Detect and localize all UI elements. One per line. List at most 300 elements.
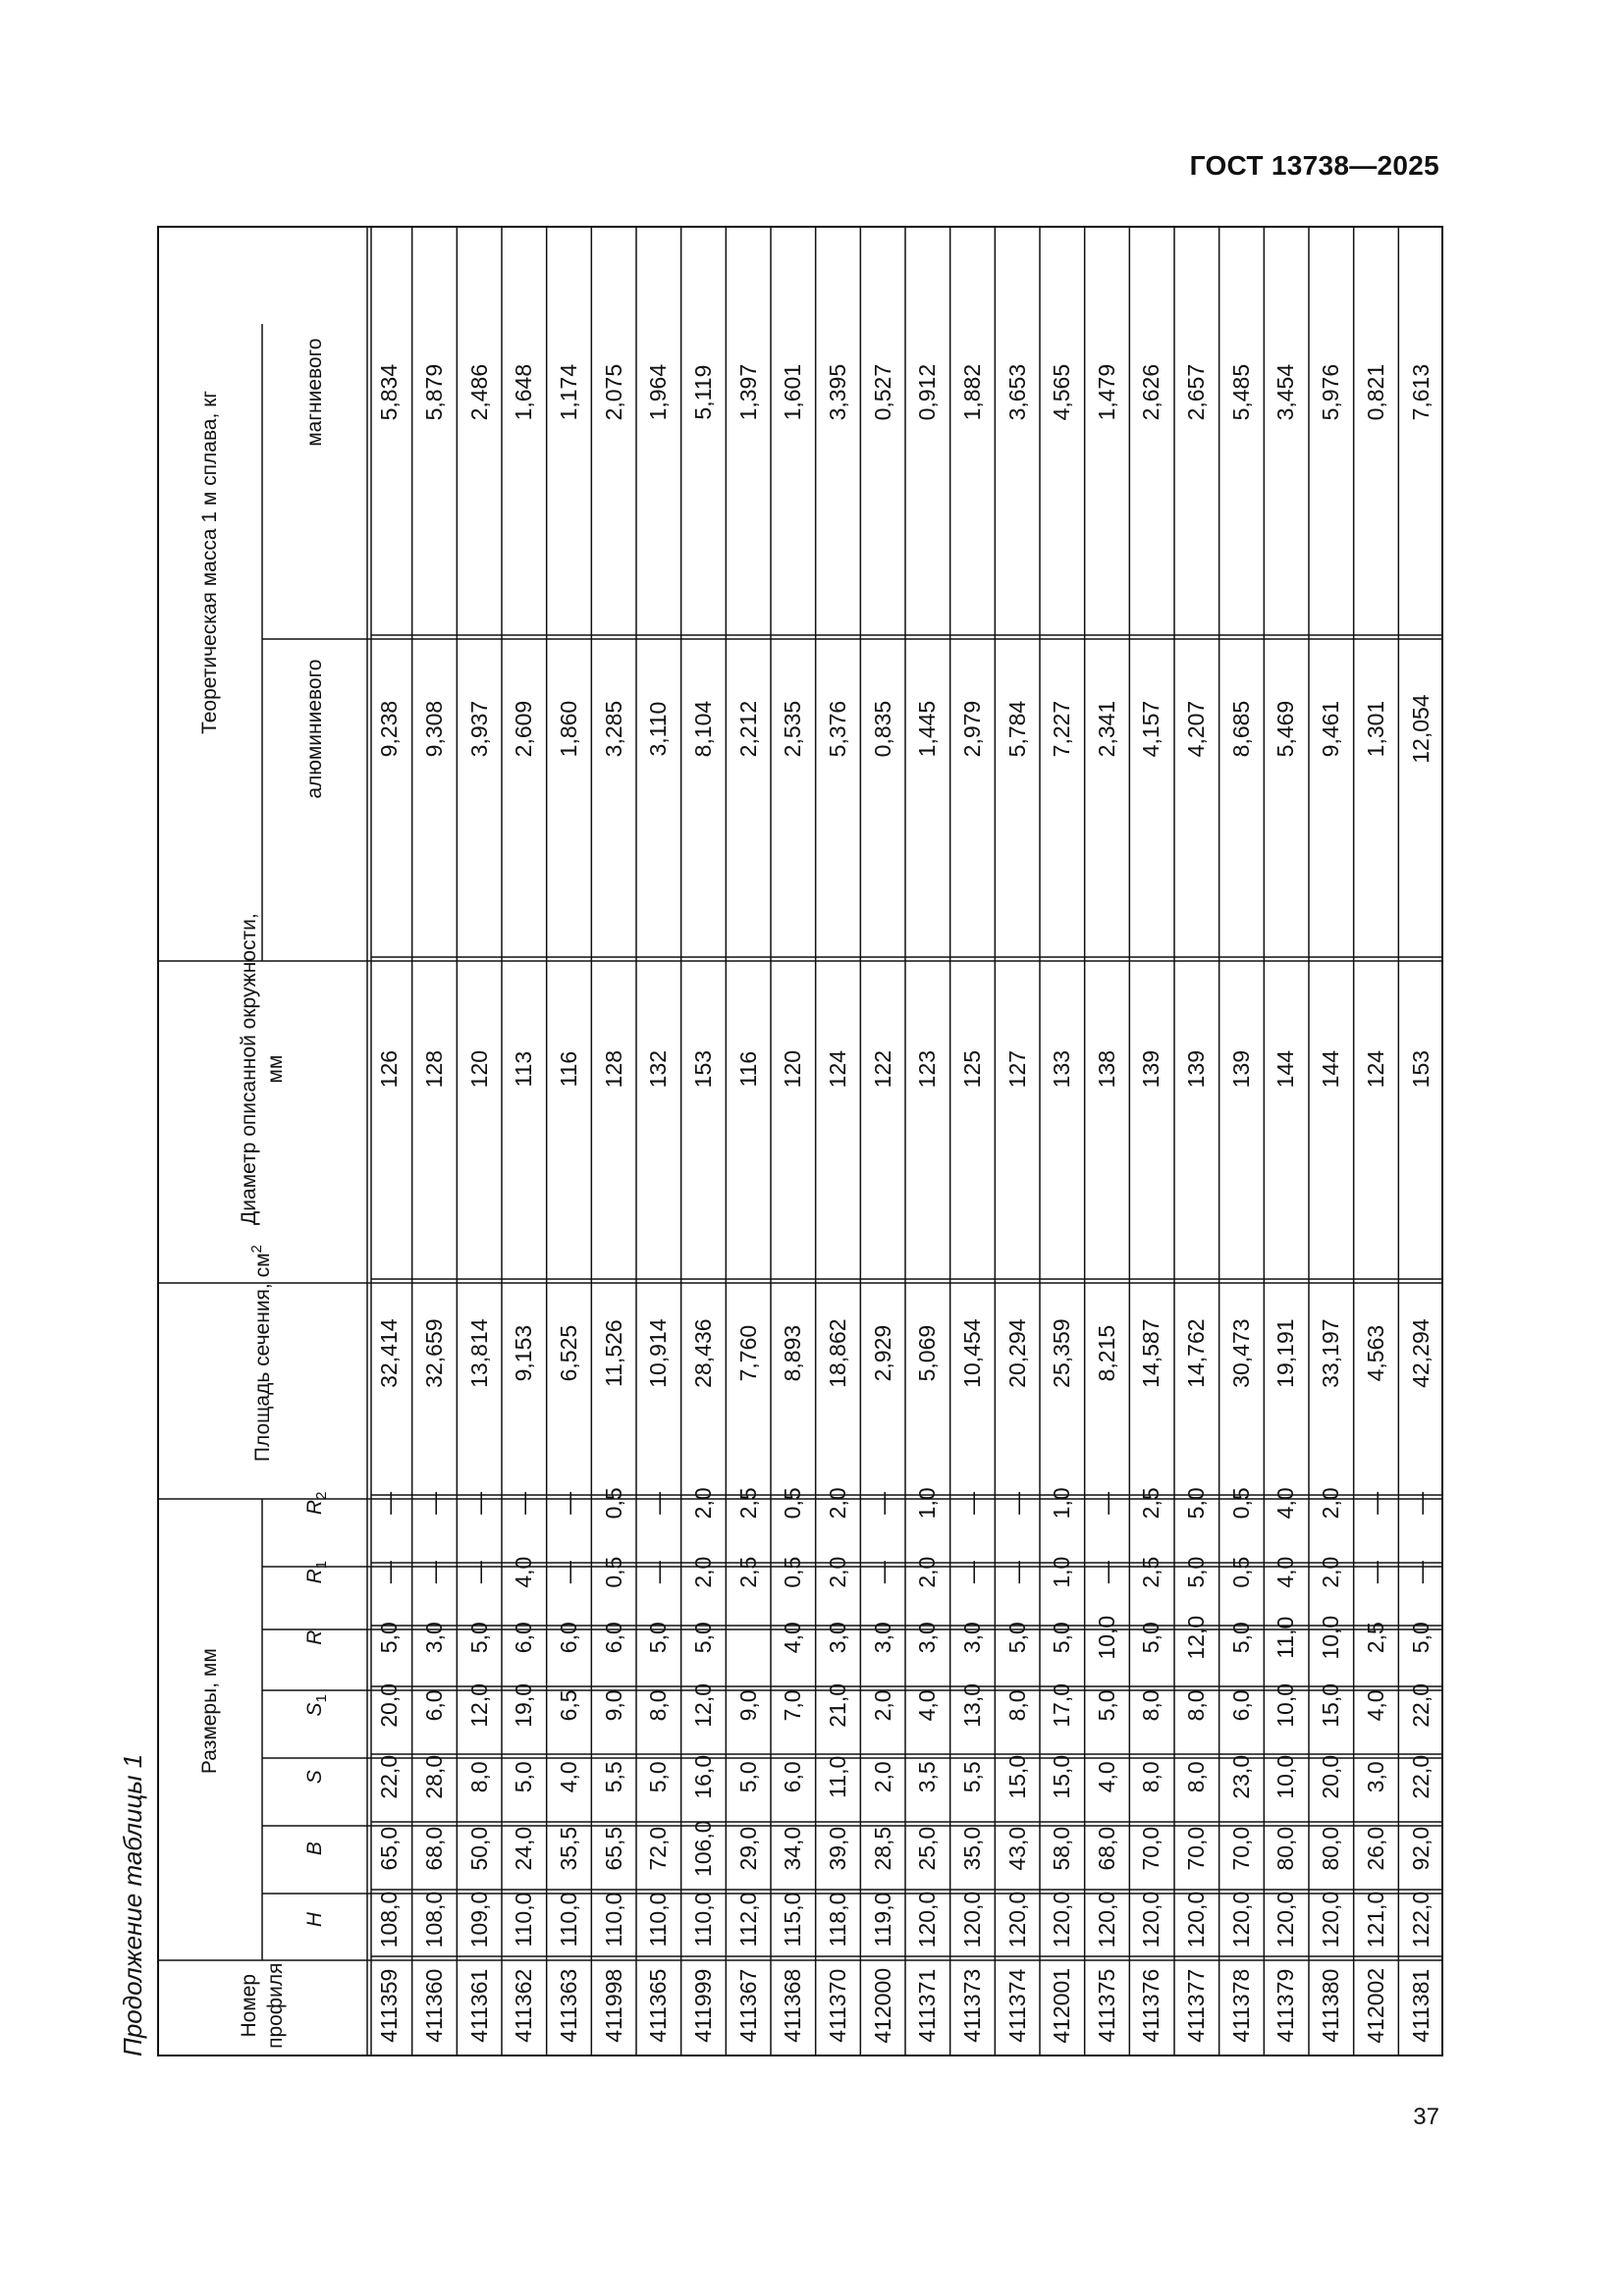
table-cell: 34,0 [780,1826,806,1871]
table-cell: 11,0 [1272,1616,1299,1659]
table-cell: — [511,1491,537,1515]
table-cell: 4,565 [1049,363,1075,421]
table-cell: 4,0 [555,1761,581,1793]
table-cell: 5,485 [1227,363,1254,421]
table-cell: 70,0 [1183,1826,1210,1871]
table-cell: 1,445 [914,700,941,758]
table-cell: 120,0 [1272,1891,1299,1949]
table-cell: 9,238 [376,700,403,758]
table-cell: 12,0 [1183,1615,1210,1660]
table-cell: 411373 [958,1968,985,2043]
table-cell: 138 [1093,1049,1119,1089]
table-cell: 68,0 [1093,1826,1119,1871]
table-cell: 120,0 [1093,1891,1119,1949]
table-cell: 411359 [376,1968,403,2043]
table-cell: 1,0 [1049,1487,1075,1520]
header-profile-number: Номер профиля [238,1962,287,2049]
header-r2-sub: 2 [313,1491,331,1500]
table-cell: 13,814 [465,1318,492,1388]
table-cell: 6,0 [555,1622,581,1654]
table-cell: 0,5 [1227,1487,1254,1520]
table-cell: 32,414 [376,1318,403,1388]
table-cell: 35,5 [555,1826,581,1871]
table-cell: 411381 [1407,1968,1434,2043]
table-cell: 28,5 [869,1826,895,1871]
table-cell: 412000 [869,1967,895,2044]
table-cell: 2,486 [465,363,492,421]
table-cell: 14,762 [1183,1318,1210,1388]
table-cell: 106,0 [689,1820,716,1877]
table-cell: 58,0 [1049,1826,1075,1871]
table-cell: 1,0 [1049,1556,1075,1588]
table-cell: 26,0 [1362,1826,1388,1871]
table-cell: 14,587 [1138,1318,1164,1388]
table-cell: 39,0 [824,1826,850,1871]
table-cell: 5,976 [1318,363,1344,421]
table-cell: 22,0 [1407,1754,1434,1799]
table-cell: 125 [958,1049,985,1089]
header-b: B [303,1842,326,1856]
table-cell: 8,215 [1093,1324,1119,1382]
header-dimensions: Размеры, мм [198,1648,221,1775]
table-cell: 110,0 [645,1892,672,1948]
table-cell: 1,860 [555,700,581,758]
table-cell: 12,0 [689,1683,716,1728]
table-cell: 411367 [734,1968,761,2043]
table-cell: 70,0 [1227,1826,1254,1871]
table-cell: 10,914 [645,1318,672,1388]
table-cell: 3,454 [1272,363,1299,421]
header-aluminum: алюминиевого [303,659,326,799]
header-area-text: Площадь сечения, см [250,1253,274,1463]
table-cell: 122 [869,1049,895,1089]
table-cell: 5,784 [1003,700,1030,758]
table-cell: 12,054 [1407,694,1434,764]
table-cell: 118,0 [824,1892,850,1948]
table-cell: 2,0 [869,1761,895,1793]
header-magnesium: магниевого [303,338,326,447]
table-cell: 2,929 [869,1324,895,1382]
table-cell: 5,119 [689,364,716,420]
table-cell: 3,5 [914,1761,941,1793]
table-cell: 6,525 [555,1324,581,1382]
table-cell: 1,174 [555,363,581,421]
table-cell: 2,0 [824,1556,850,1588]
table-cell: 133 [1049,1049,1075,1089]
rotated-table-region [108,226,1443,2056]
table-cell: 15,0 [1003,1754,1030,1799]
table-cell: 2,5 [734,1487,761,1520]
table-cell: 412001 [1049,1967,1075,2044]
table-cell: 109,0 [465,1891,492,1949]
table-cell: — [869,1491,895,1515]
table-cell: 120,0 [958,1891,985,1949]
table-cell: — [1093,1561,1119,1584]
table-cell: 8,0 [1138,1761,1164,1793]
table-cell: 7,613 [1407,363,1434,421]
table-cell: 411379 [1272,1968,1299,2043]
table-cell: — [555,1491,581,1515]
table-cell: — [1407,1561,1434,1584]
table-cell: 28,436 [689,1318,716,1388]
header-mass: Теоретическая масса 1 м сплава, кг [198,390,221,734]
table-cell: 8,893 [780,1324,806,1382]
table-cell: 9,153 [511,1324,537,1382]
table-cell: 411368 [780,1968,806,2043]
table-cell: 144 [1272,1049,1299,1089]
header-h: H [303,1911,326,1928]
table-cell: 10,0 [1272,1683,1299,1728]
table-cell: 20,294 [1003,1318,1030,1388]
table-cell: 411998 [600,1968,626,2043]
table-cell: 0,527 [869,363,895,421]
table-cell: — [420,1491,447,1515]
table-cell: 4,207 [1183,700,1210,758]
table-cell: 5,0 [645,1622,672,1654]
table-cell: 0,5 [780,1556,806,1588]
table-cell: 411365 [645,1968,672,2043]
table-cell: 144 [1318,1049,1344,1089]
table-cell: 11,526 [600,1319,626,1387]
table-cell: 411999 [689,1968,716,2043]
table-cell: 8,104 [689,700,716,758]
table-cell: 139 [1138,1049,1164,1089]
table-cell: 5,0 [1227,1622,1254,1654]
document-code: ГОСТ 13738—2025 [1189,150,1439,181]
table-cell: 7,227 [1049,700,1075,758]
table-cell: 128 [420,1049,447,1089]
table-cell: 6,0 [420,1689,447,1722]
table-cell: 2,0 [689,1487,716,1520]
table-cell: 21,0 [824,1683,850,1728]
table-cell: — [869,1561,895,1584]
table-cell: 22,0 [376,1754,403,1799]
table-cell: 0,5 [780,1487,806,1520]
table-cell: 2,0 [914,1556,941,1588]
table-cell: 25,0 [914,1826,941,1871]
table-container [157,226,1443,2056]
table-cell: 3,653 [1003,363,1030,421]
table-cell: 411371 [914,1968,941,2043]
table-cell: 132 [645,1049,672,1089]
table-cell: — [645,1561,672,1584]
table-cell: 80,0 [1318,1826,1344,1871]
table-cell: — [1362,1491,1388,1515]
table-cell: 0,821 [1362,363,1388,421]
table-cell: 3,0 [914,1622,941,1654]
table-cell: — [1362,1561,1388,1584]
table-cell: 80,0 [1272,1826,1299,1871]
table-cell: 8,0 [465,1761,492,1793]
table-cell: 2,5 [1138,1487,1164,1520]
table-cell: 5,879 [420,363,447,421]
header-r2-base: R [303,1499,326,1516]
table-cell: 0,5 [600,1556,626,1588]
table-cell: 1,479 [1093,363,1119,421]
table-cell: 5,0 [511,1761,537,1793]
table-cell: 153 [689,1049,716,1089]
table-cell: 153 [1407,1049,1434,1089]
table-cell: 17,0 [1049,1683,1075,1728]
table-cell: 5,0 [465,1622,492,1654]
table-cell: 5,0 [645,1761,672,1793]
table-cell: 7,0 [780,1689,806,1722]
table-cell: — [1407,1491,1434,1515]
table-cell: 110,0 [689,1892,716,1948]
table-cell: 123 [914,1049,941,1089]
table-cell: 112,0 [734,1892,761,1948]
table-cell: 65,5 [600,1826,626,1871]
table-cell: 110,0 [600,1892,626,1948]
table-cell: 2,0 [1318,1556,1344,1588]
table-cell: 5,0 [689,1622,716,1654]
table-cell: 2,626 [1138,363,1164,421]
table-cell: — [465,1491,492,1515]
table-cell: 50,0 [465,1826,492,1871]
table-cell: 0,5 [1227,1556,1254,1588]
table-cell: — [376,1561,403,1584]
table-cell: 124 [1362,1049,1388,1089]
table-cell: 108,0 [376,1891,403,1949]
table-cell: 1,0 [914,1487,941,1520]
table-cell: 2,341 [1093,700,1119,758]
table-cell: 1,964 [645,363,672,421]
table-cell: 5,834 [376,363,403,421]
table-cell: 43,0 [1003,1826,1030,1871]
table-cell: 6,0 [1227,1689,1254,1722]
table-cell: 3,0 [869,1622,895,1654]
table-cell: 2,5 [1138,1556,1164,1588]
table-cell: — [555,1561,581,1584]
table-cell: — [1093,1491,1119,1515]
table-cell: 0,5 [600,1487,626,1520]
header-diameter: Диаметр описанной окружности, мм [238,913,287,1225]
table-cell: 10,0 [1318,1615,1344,1660]
table-cell: 24,0 [511,1826,537,1871]
table-cell: — [420,1561,447,1584]
table-cell: 35,0 [958,1826,985,1871]
table-cell: 5,376 [824,700,850,758]
table-cell: — [465,1561,492,1584]
table-cell: 0,835 [869,700,895,758]
header-s: S [303,1770,326,1785]
table-cell: 1,601 [780,363,806,421]
page-number: 37 [1413,2104,1439,2130]
header-r: R [303,1629,326,1645]
table-cell: — [376,1491,403,1515]
table-cell: 4,0 [780,1622,806,1654]
table-cell: — [1003,1561,1030,1584]
table-cell: 15,0 [1049,1754,1075,1799]
table-cell: — [645,1491,672,1515]
table-cell: 2,979 [958,700,985,758]
table-cell: 33,197 [1318,1318,1344,1388]
table-cell: 25,359 [1049,1318,1075,1388]
table-cell: 4,0 [1093,1761,1119,1793]
header-area-sup: 2 [247,1245,265,1254]
table-cell: 5,5 [600,1761,626,1793]
table-cell: 3,937 [465,700,492,758]
table-cell: 5,069 [914,1324,941,1382]
table-cell: 42,294 [1407,1318,1434,1388]
table-cell: 120,0 [1183,1891,1210,1949]
table-cell: 2,0 [689,1556,716,1588]
header-r1-sub: 1 [313,1560,331,1570]
table-cell: 116 [734,1050,761,1088]
table-cell: 120,0 [1318,1891,1344,1949]
table-cell: 113 [511,1050,537,1088]
table-cell: 5,0 [1183,1487,1210,1520]
table-cell: 19,0 [511,1683,537,1728]
table-cell: 18,862 [824,1318,850,1388]
table-cell: 1,301 [1362,700,1388,758]
table-cell: 3,395 [824,363,850,421]
table-cell: 1,882 [958,363,985,421]
table-cell: 120 [780,1049,806,1089]
table-cell: 5,5 [958,1761,985,1793]
table-cell: 11,0 [824,1755,850,1798]
table-cell: 12,0 [465,1683,492,1728]
table-cell: 68,0 [420,1826,447,1871]
table-cell: 5,0 [1183,1556,1210,1588]
table-cell: 70,0 [1138,1826,1164,1871]
table-cell: 15,0 [1318,1683,1344,1728]
table-cell: 28,0 [420,1754,447,1799]
table-cell: 2,5 [734,1556,761,1588]
table-cell: 120,0 [1049,1891,1075,1949]
table-cell: 5,0 [376,1622,403,1654]
table-cell: 126 [376,1049,403,1089]
table-cell: — [1003,1491,1030,1515]
table-cell: 5,0 [1138,1622,1164,1654]
table-cell: 7,760 [734,1324,761,1382]
table-cell: 20,0 [376,1683,403,1728]
table-cell: 121,0 [1362,1891,1388,1949]
table-cell: 119,0 [869,1892,895,1948]
table-cell: 2,535 [780,700,806,758]
table-cell: 412002 [1362,1967,1388,2044]
table-cell: 29,0 [734,1826,761,1871]
table-cell: 139 [1227,1049,1254,1089]
table-cell: 3,285 [600,700,626,758]
table-cell: 5,0 [1003,1622,1030,1654]
table-cell: 23,0 [1227,1754,1254,1799]
table-cell: — [958,1491,985,1515]
table-cell: 6,0 [600,1622,626,1654]
table-cell: 4,0 [1272,1487,1299,1520]
table-cell: 16,0 [689,1754,716,1799]
table-cell: 5,0 [1407,1622,1434,1654]
table-cell: 3,0 [958,1622,985,1654]
table-cell: 3,110 [645,701,672,757]
table-cell: 8,0 [1003,1689,1030,1722]
table-cell: 120 [465,1049,492,1089]
table-cell: 6,5 [555,1689,581,1722]
table-cell: 9,308 [420,700,447,758]
table-cell: 65,0 [376,1826,403,1871]
table-cell: 10,0 [1272,1754,1299,1799]
table-cell: 124 [824,1049,850,1089]
table-cell: 108,0 [420,1891,447,1949]
table-cell: 110,0 [511,1892,537,1948]
table-cell: 2,0 [1318,1487,1344,1520]
table-cell: 2,0 [824,1487,850,1520]
table-cell: 411375 [1093,1968,1119,2043]
table-cell: 19,191 [1272,1318,1299,1388]
table-cell: 139 [1183,1049,1210,1089]
table-cell: 8,0 [1138,1689,1164,1722]
header-r1-base: R [303,1569,326,1584]
table-cell: 5,0 [1093,1689,1119,1722]
table-cell: 411363 [555,1968,581,2043]
table-cell: 2,0 [869,1689,895,1722]
table-cell: 411378 [1227,1968,1254,2043]
table-cell: 4,563 [1362,1324,1388,1382]
table-cell: 411362 [511,1968,537,2043]
table-cell: 6,0 [780,1761,806,1793]
table-cell: 1,397 [734,363,761,421]
table-cell: 116 [555,1050,581,1088]
table-cell: 411360 [420,1968,447,2043]
table-cell: 120,0 [1227,1891,1254,1949]
table-cell: 32,659 [420,1318,447,1388]
table-cell: 8,685 [1227,700,1254,758]
table-cell: 3,0 [420,1622,447,1654]
table-cell: 5,0 [734,1761,761,1793]
table-cell: 9,0 [734,1689,761,1722]
table-cell: 4,0 [914,1689,941,1722]
table-cell: 120,0 [914,1891,941,1949]
table-cell: 9,0 [600,1689,626,1722]
table-cell: 110,0 [555,1892,581,1948]
table-cell: 2,5 [1362,1622,1388,1654]
table-grid-lines [157,226,1443,2056]
table-cell: 10,454 [958,1318,985,1388]
continuation-label: Продолжение таблицы 1 [118,1753,147,2056]
header-s1-base: S [303,1702,326,1717]
table-cell: 411370 [824,1968,850,2043]
table-cell: 92,0 [1407,1826,1434,1871]
table-cell: 5,0 [1049,1622,1075,1654]
table-cell: 8,0 [645,1689,672,1722]
table-cell: 411380 [1318,1968,1344,2043]
table-cell: 2,657 [1183,363,1210,421]
table-cell: 4,0 [511,1556,537,1588]
table-cell: 72,0 [645,1826,672,1871]
table-cell: 411376 [1138,1968,1164,2043]
header-s1-sub: 1 [313,1694,331,1703]
table-cell: 127 [1003,1049,1030,1089]
table-cell: 115,0 [780,1892,806,1948]
table-cell: 30,473 [1227,1318,1254,1388]
table-cell: 3,0 [1362,1761,1388,1793]
table-cell: 6,0 [511,1622,537,1654]
table-cell: 120,0 [1138,1891,1164,1949]
table-cell: 128 [600,1049,626,1089]
table-cell: 20,0 [1318,1754,1344,1799]
table-cell: 0,912 [914,363,941,421]
table-cell: 1,648 [511,363,537,421]
table-cell: 2,609 [511,700,537,758]
table-cell: 10,0 [1093,1615,1119,1660]
table-cell: 2,212 [734,700,761,758]
table-cell: 411377 [1183,1968,1210,2043]
table-cell: 9,461 [1318,700,1344,758]
table-cell: 4,157 [1138,700,1164,758]
table-cell: — [958,1561,985,1584]
table-cell: 4,0 [1272,1556,1299,1588]
table-cell: 13,0 [958,1683,985,1728]
